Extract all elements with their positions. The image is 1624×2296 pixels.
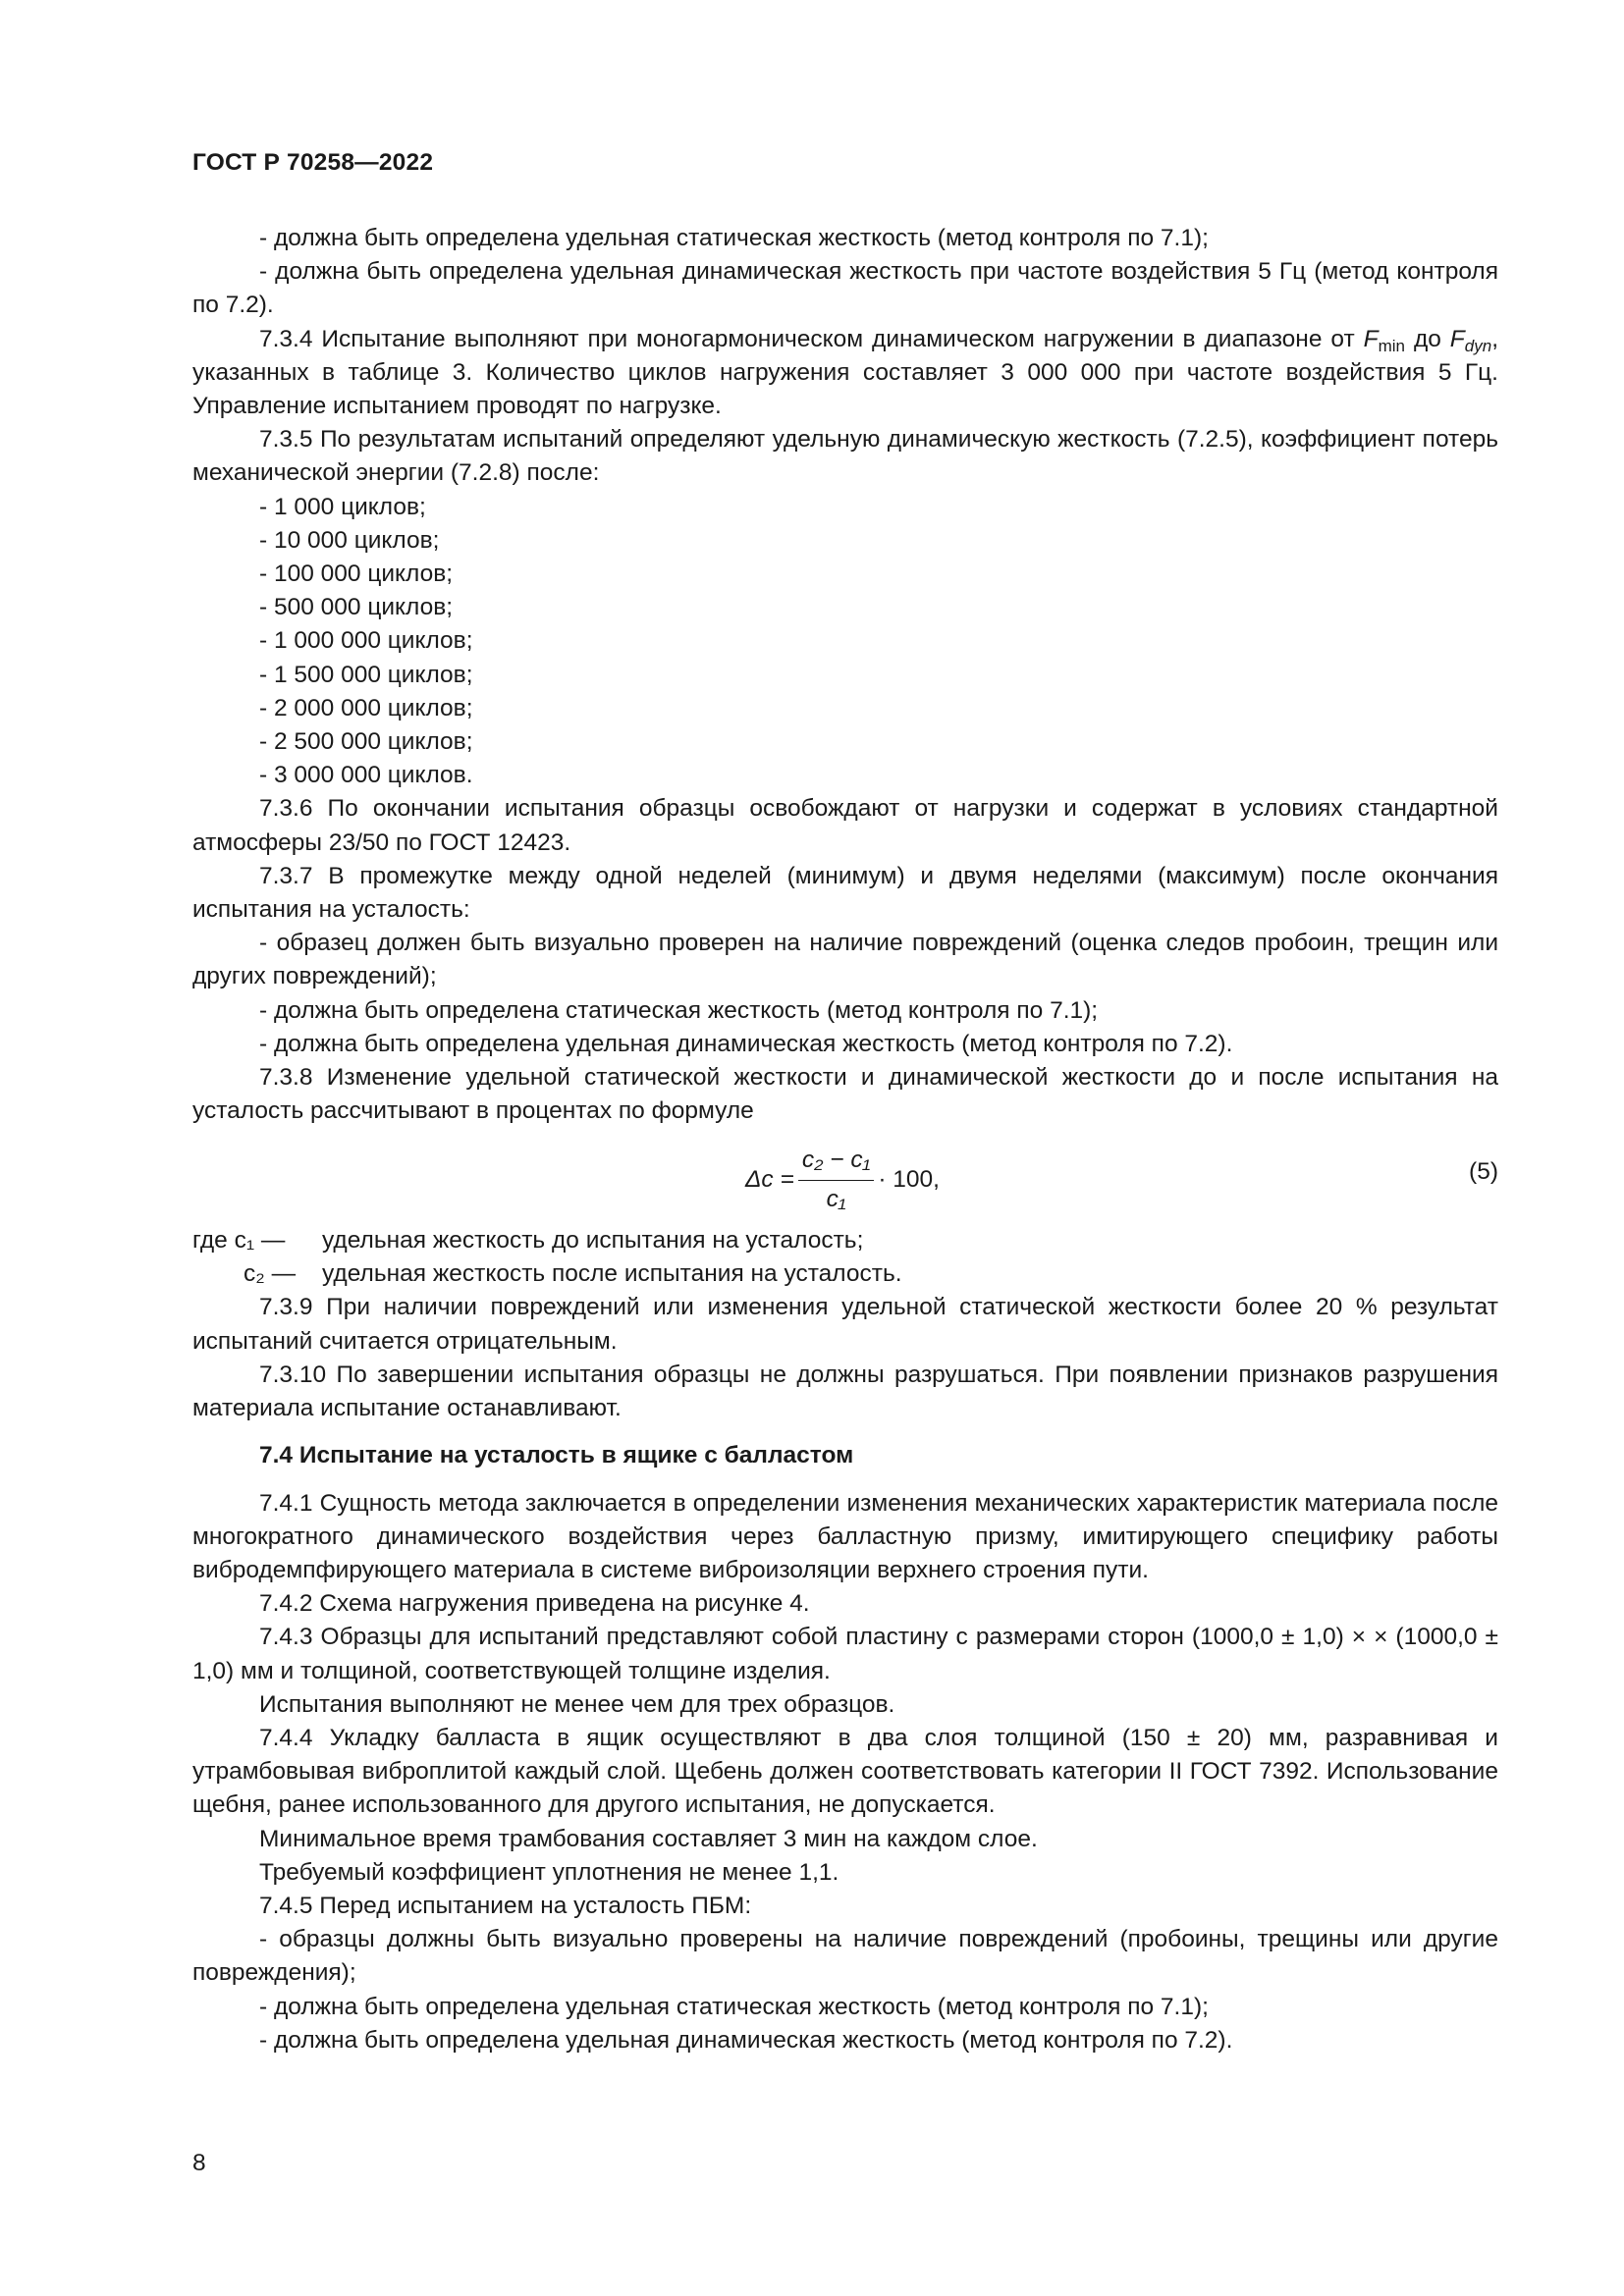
document-body <box>192 222 1498 2057</box>
list-item: - должна быть определена удельная статическая жесткость (метод контроля по 7.1); <box>259 1993 1209 2020</box>
list-item: - должна быть определена удельная динамическая жесткость (метод контроля по 7.2). <box>259 1030 1233 1057</box>
paragraph-7-3-8: 7.3.8 Изменение удельной статической жесткости и динамической жесткости до и после испытания на усталость рассчитывают в процентах по формуле <box>192 1064 1498 1125</box>
paragraph: - должна быть определена удельная статическая жесткость (метод контроля по 7.1); <box>259 225 1209 251</box>
definition-label: где c₁ — <box>192 1227 286 1255</box>
paragraph-7-4-4: 7.4.4 Укладку балласта в ящик осуществляют в два слоя толщиной (150 ± 20) мм, разравнивая и утрамбовывая виброплитой каждый слой. Щебень должен соответствовать категории II ГОСТ 7392. Использование щебня, ранее использованного для другого испытания, не допускается. <box>192 1724 1498 1819</box>
section-heading: 7.4 Испытание на усталость в ящике с балластом <box>259 1442 854 1469</box>
definition-label: c₂ — <box>244 1260 297 1288</box>
paragraph-7-4-2: 7.4.2 Схема нагружения приведена на рисунке 4. <box>259 1590 810 1618</box>
definition-text: удельная жесткость до испытания на усталость; <box>322 1227 864 1255</box>
document-header: ГОСТ Р 70258—2022 <box>192 149 434 176</box>
list-item: - 1 000 000 циклов; <box>259 627 473 655</box>
list-item: - должна быть определена статическая жесткость (метод контроля по 7.1); <box>259 996 1099 1024</box>
text-run: до <box>1405 325 1450 352</box>
formula-rhs: · 100, <box>878 1166 940 1194</box>
list-item: - 2 000 000 циклов; <box>259 694 473 721</box>
symbol-f: F <box>1449 325 1465 352</box>
formula-numerator: c₂ − c₁ <box>798 1144 875 1180</box>
paragraph-7-4-3: 7.4.3 Образцы для испытаний представляют собой пластину с размерами сторон (1000,0 ± 1,0) × × (1000,0 ± 1,0) мм и толщиной, соответствующей толщине изделия. <box>192 1624 1498 1684</box>
subscript: min <box>1378 336 1406 355</box>
list-item: - 3 000 000 циклов. <box>259 762 473 789</box>
paragraph-7-3-9: 7.3.9 При наличии повреждений или изменения удельной статической жесткости более 20 % результат испытаний считается отрицательным. <box>192 1294 1498 1355</box>
paragraph-7-3-4 <box>192 323 1498 424</box>
paragraph: Минимальное время трамбования составляет 3 мин на каждом слое. <box>259 1825 1038 1852</box>
paragraph: - должна быть определена удельная динамическая жесткость при частоте воздействия 5 Гц (метод контроля по 7.2). <box>192 258 1498 319</box>
paragraph-7-3-7: 7.3.7 В промежутке между одной неделей (минимум) и двумя неделями (максимум) после окончания испытания на усталость: <box>192 862 1498 924</box>
definition-row <box>192 1257 1498 1291</box>
list-item: - 1 000 циклов; <box>259 493 426 520</box>
equation-number: (5) <box>1469 1158 1498 1186</box>
text-run: 7.3.4 Испытание выполняют при моногармоническом динамическом нагружении в диапазоне от <box>259 325 1364 352</box>
paragraph: - образец должен быть визуально проверен на наличие повреждений (оценка следов пробоин, трещин или других повреждений); <box>192 930 1498 990</box>
list-item: - должна быть определена удельная динамическая жесткость (метод контроля по 7.2). <box>259 2026 1233 2054</box>
paragraph: Требуемый коэффициент уплотнения не менее 1,1. <box>259 1858 839 1886</box>
paragraph-7-4-1: 7.4.1 Сущность метода заключается в определении изменения механических характеристик материала после многократного динамического воздействия через балластную призму, имитирующего специфику работы вибродемпфирующего материала в системе виброизоляции верхнего строения пути. <box>192 1489 1498 1583</box>
list-item: - 10 000 циклов; <box>259 526 440 554</box>
list-item: - 1 500 000 циклов; <box>259 661 473 688</box>
formula-denominator: c₁ <box>826 1185 846 1212</box>
symbol-f: F <box>1363 325 1379 352</box>
list-item: - 500 000 циклов; <box>259 594 454 621</box>
list-item: - 2 500 000 циклов; <box>259 728 473 756</box>
definition-row <box>192 1224 1498 1257</box>
page-number: 8 <box>192 2150 206 2176</box>
paragraph-7-3-6: 7.3.6 По окончании испытания образцы освобождают от нагрузки и содержат в условиях стандартной атмосферы 23/50 по ГОСТ 12423. <box>192 795 1498 856</box>
paragraph: Испытания выполняют не менее чем для трех образцов. <box>259 1690 895 1718</box>
paragraph: - образцы должны быть визуально проверены на наличие повреждений (пробоины, трещины или другие повреждения); <box>192 1926 1498 1987</box>
paragraph-7-3-5: 7.3.5 По результатам испытаний определяют удельную динамическую жесткость (7.2.5), коэффициент потерь механической энергии (7.2.8) после: <box>192 426 1498 487</box>
subscript: dyn <box>1464 336 1492 355</box>
formula-lhs: Δc = <box>745 1166 794 1194</box>
definition-text: удельная жесткость после испытания на усталость. <box>322 1260 902 1288</box>
list-item: - 100 000 циклов; <box>259 561 454 588</box>
formula <box>745 1144 940 1215</box>
formula-5 <box>192 1134 1498 1214</box>
formula-fraction <box>798 1144 875 1215</box>
text-run: , указанных в таблице 3. Количество циклов нагружения составляет 3 000 000 при частоте воздействия 5 Гц. Управление испытанием проводят по нагрузке. <box>192 325 1498 420</box>
paragraph-7-3-10: 7.3.10 По завершении испытания образцы не должны разрушаться. При появлении признаков разрушения материала испытание останавливают. <box>192 1361 1498 1422</box>
paragraph-7-4-5: 7.4.5 Перед испытанием на усталость ПБМ: <box>259 1892 752 1919</box>
